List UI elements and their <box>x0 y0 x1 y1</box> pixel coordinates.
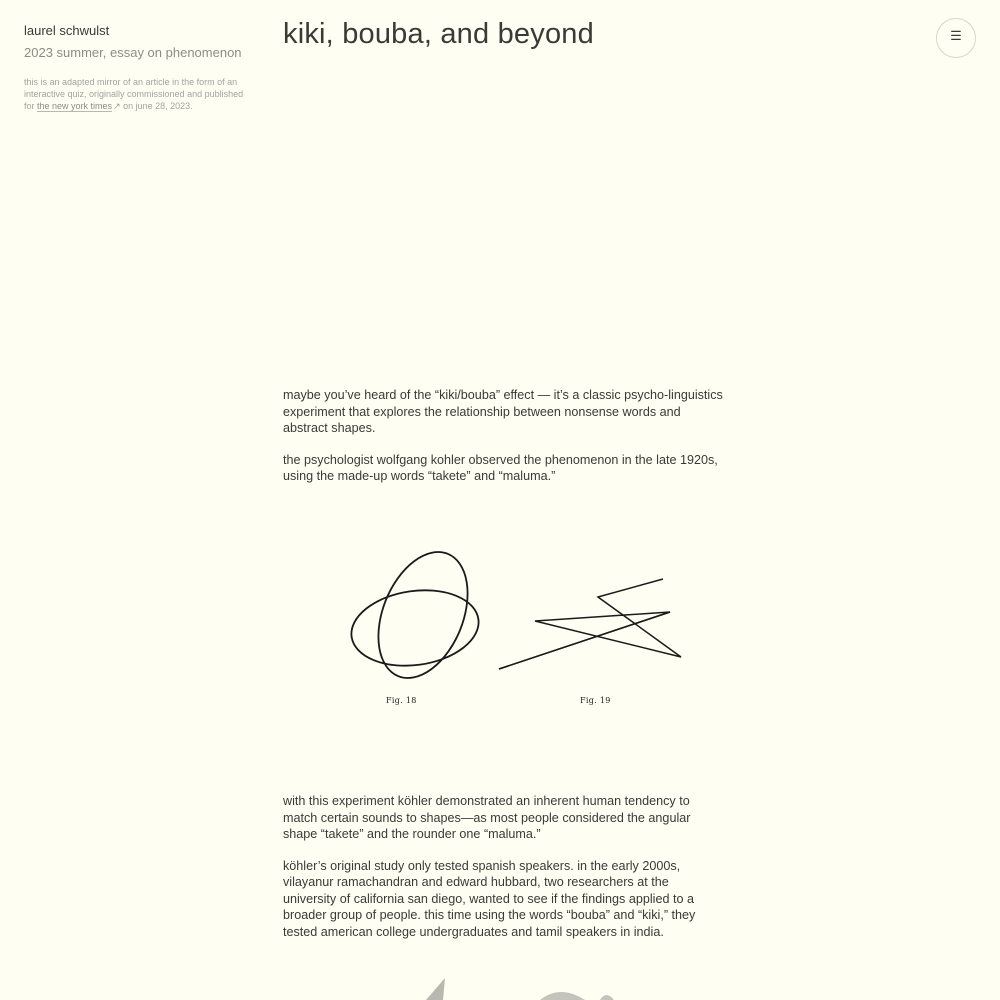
fig-19-caption: Fig. 19 <box>580 696 611 705</box>
kohler-figure <box>320 540 700 715</box>
essay-subtitle: 2023 summer, essay on phenomenon <box>24 45 242 60</box>
note-prefix: this is an adapted mirror of an article in the form of an interactive quiz, originally commissioned and published for <box>24 77 244 111</box>
paragraph: köhler’s original study only tested spanish speakers. in the early 2000s, vilayanur ramachandran and edward hubbard, two researchers at the university of california san diego, wanted to see if the findings applied to a broader group of people. this time using the words “bouba” and “kiki,” they tested american college undergraduates and tamil speakers in india. <box>283 858 696 939</box>
paragraph: with this experiment köhler demonstrated an inherent human tendency to match certain sounds to shapes—as most people considered the angular shape “takete” and the rounder one “maluma.” <box>283 794 691 841</box>
paragraph: maybe you’ve heard of the “kiki/bouba” effect — it’s a classic psycho-linguistics experiment that explores the relationship between nonsense words and abstract shapes. <box>283 388 723 435</box>
takete-shape <box>499 579 681 669</box>
publication-note <box>24 76 256 112</box>
author-name[interactable]: laurel schwulst <box>24 23 110 38</box>
external-link-icon: ↗ <box>113 101 121 111</box>
figure-illustration <box>320 540 700 715</box>
partial-shapes <box>400 970 640 1000</box>
article-continued <box>283 793 723 955</box>
page-title: kiki, bouba, and beyond <box>283 18 594 50</box>
sidebar <box>24 22 256 112</box>
partial-illustration <box>400 970 640 1000</box>
paragraph: the psychologist wolfgang kohler observed the phenomenon in the late 1920s, using the made-up words “takete” and “maluma.” <box>283 452 718 483</box>
note-suffix: on june 28, 2023. <box>123 101 193 111</box>
fig-18-caption: Fig. 18 <box>386 696 417 705</box>
hamburger-icon: ☰ <box>950 28 962 43</box>
nyt-link[interactable] <box>37 101 112 112</box>
article-intro <box>283 387 723 500</box>
nyt-link-label: the new york times <box>37 101 113 111</box>
maluma-shape <box>346 540 484 691</box>
menu-button[interactable] <box>936 18 976 58</box>
